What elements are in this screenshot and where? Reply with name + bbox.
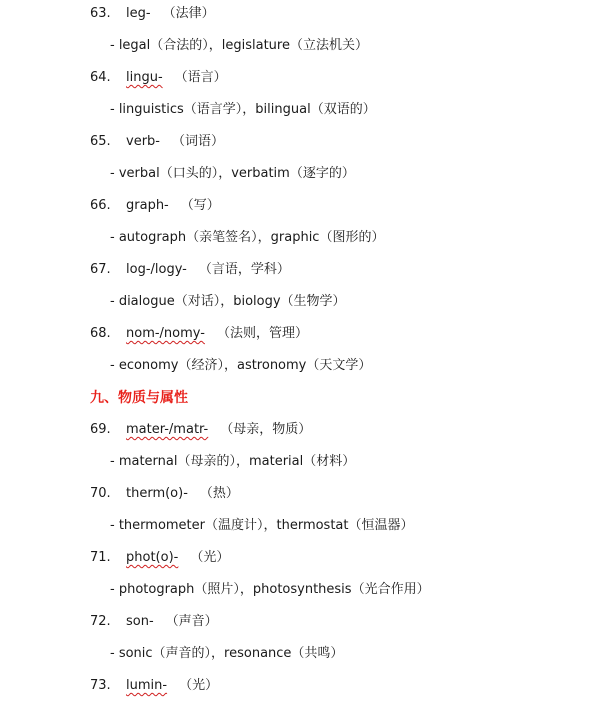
example-words: - maternal（母亲的），material（材料） bbox=[110, 454, 356, 469]
root-meaning: （光） bbox=[190, 550, 230, 565]
root-word: therm(o)- bbox=[126, 486, 188, 501]
example-words: - economy（经济），astronomy（天文学） bbox=[110, 358, 372, 373]
entry-number: 64. bbox=[90, 70, 111, 85]
root-word: lingu- bbox=[126, 70, 163, 85]
entry-number: 69. bbox=[90, 422, 111, 437]
root-word: verb- bbox=[126, 134, 160, 149]
entry-number: 70. bbox=[90, 486, 111, 501]
root-word: mater-/matr- bbox=[126, 422, 209, 437]
root-meaning: （母亲，物质） bbox=[220, 422, 312, 437]
root-meaning: （热） bbox=[199, 486, 239, 501]
entry-number: 72. bbox=[90, 614, 111, 629]
example-words: - verbal（口头的），verbatim（逐字的） bbox=[110, 166, 355, 181]
example-words: - sonic（声音的），resonance（共鸣） bbox=[110, 646, 344, 661]
root-meaning: （光） bbox=[179, 678, 219, 693]
root-meaning: （声音） bbox=[165, 614, 218, 629]
example-words: - linguistics（语言学），bilingual（双语的） bbox=[110, 102, 376, 117]
entry-number: 67. bbox=[90, 262, 111, 277]
entry-number: 63. bbox=[90, 6, 111, 21]
example-words: - dialogue（对话），biology（生物学） bbox=[110, 294, 346, 309]
root-word: lumin- bbox=[126, 678, 168, 693]
example-words: - legal（合法的），legislature（立法机关） bbox=[110, 38, 368, 53]
entry-number: 73. bbox=[90, 678, 111, 693]
root-meaning: （言语，学科） bbox=[198, 262, 290, 277]
entry-number: 71. bbox=[90, 550, 111, 565]
section-heading: 九、物质与属性 bbox=[90, 390, 188, 406]
entry-number: 65. bbox=[90, 134, 111, 149]
example-words: - photograph（照片），photosynthesis（光合作用） bbox=[110, 582, 430, 597]
root-word: nom-/nomy- bbox=[126, 326, 205, 341]
example-words: - autograph（亲笔签名），graphic（图形的） bbox=[110, 230, 385, 245]
root-meaning: （语言） bbox=[174, 70, 227, 85]
root-word: phot(o)- bbox=[126, 550, 179, 565]
root-meaning: （词语） bbox=[171, 134, 224, 149]
example-words: - thermometer（温度计），thermostat（恒温器） bbox=[110, 518, 414, 533]
entry-number: 66. bbox=[90, 198, 111, 213]
root-meaning: （写） bbox=[180, 198, 220, 213]
root-meaning: （法律） bbox=[162, 6, 215, 21]
entry-number: 68. bbox=[90, 326, 111, 341]
root-word: leg- bbox=[126, 6, 151, 21]
root-word: graph- bbox=[126, 198, 169, 213]
root-word: son- bbox=[126, 614, 154, 629]
root-word: log-/logy- bbox=[126, 262, 187, 277]
root-meaning: （法则，管理） bbox=[216, 326, 308, 341]
